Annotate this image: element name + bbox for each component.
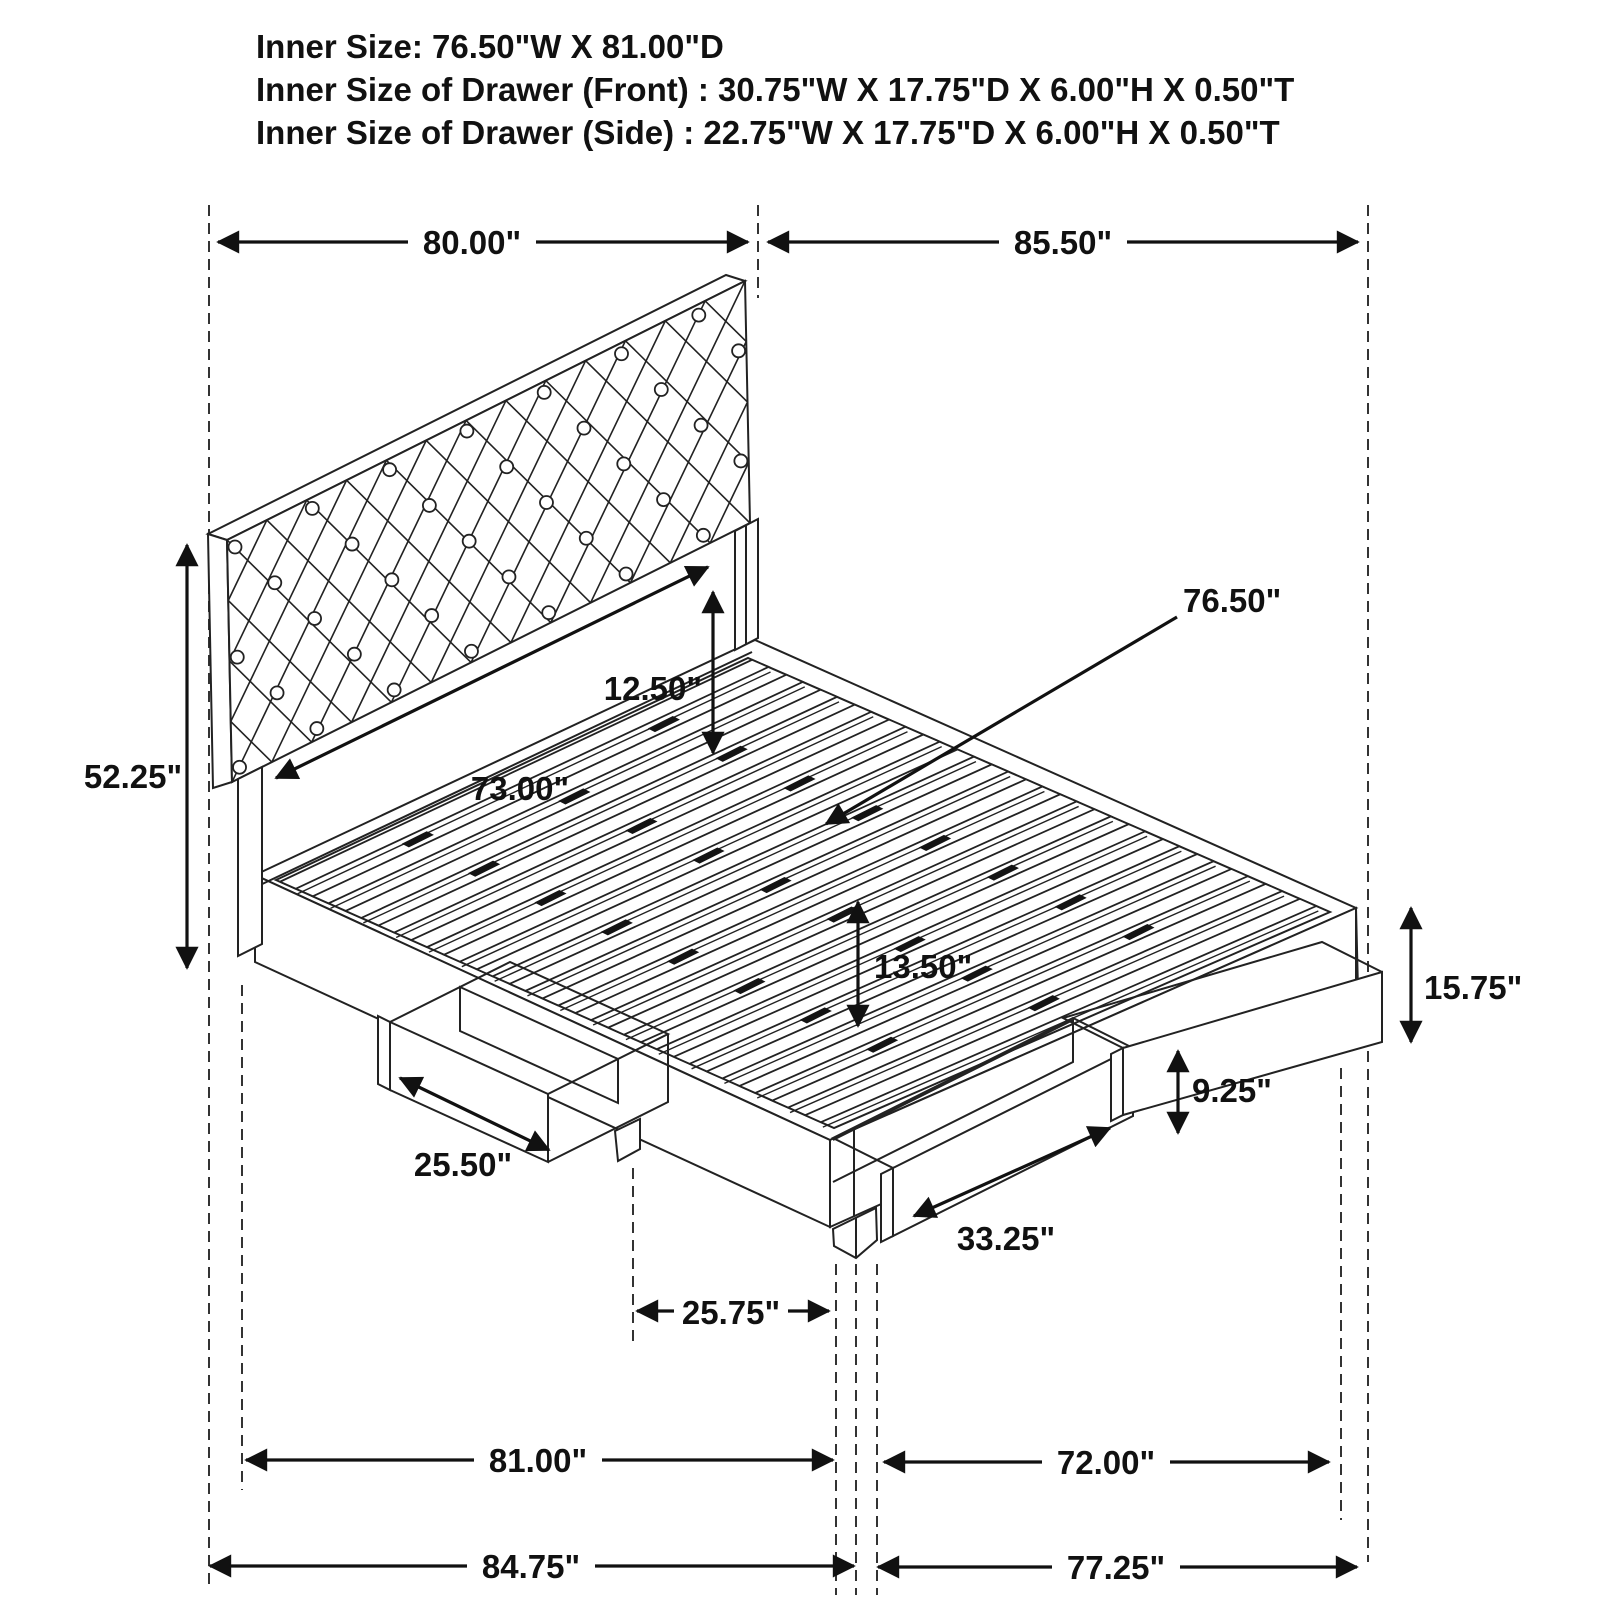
dim-label-15-75: 15.75" [1424, 969, 1523, 1006]
dim-label-13-50: 13.50" [874, 948, 973, 985]
dim-label-81: 81.00" [488, 1442, 588, 1479]
dim-label-72: 72.00" [1056, 1444, 1156, 1481]
dim-label-85-50: 85.50" [1013, 224, 1113, 261]
header-drawer-side-size: Inner Size of Drawer (Side) : 22.75"W X 17.75"D X 6.00"H X 0.50"T [256, 114, 1280, 151]
dim-label-25-50: 25.50" [413, 1146, 513, 1183]
headboard-left-leg [238, 767, 262, 956]
dim-label-76-50: 76.50" [1183, 582, 1282, 619]
dim-label-84-75: 84.75" [481, 1548, 581, 1585]
bed-base [255, 640, 1358, 1227]
dim-label-25-75: 25.75" [681, 1294, 781, 1331]
dim-label-77-25: 77.25" [1066, 1549, 1166, 1586]
dim-label-73: 73.00" [470, 770, 570, 807]
header-notes [256, 28, 1294, 151]
dim-label-33-25: 33.25" [956, 1220, 1056, 1257]
header-inner-size: Inner Size: 76.50"W X 81.00"D [256, 28, 724, 65]
header-drawer-front-size: Inner Size of Drawer (Front) : 30.75"W X 17.75"D X 6.00"H X 0.50"T [256, 71, 1295, 108]
dim-label-9-25: 9.25" [1192, 1072, 1272, 1109]
dim-label-80: 80.00" [422, 224, 522, 261]
dim-label-12-50: 12.50" [603, 670, 702, 707]
dim-label-52-25: 52.25" [83, 758, 183, 795]
drawer-front-edge [378, 1016, 390, 1090]
drawer-front-edge [881, 1168, 893, 1242]
drawer-front-edge [1111, 1048, 1123, 1121]
